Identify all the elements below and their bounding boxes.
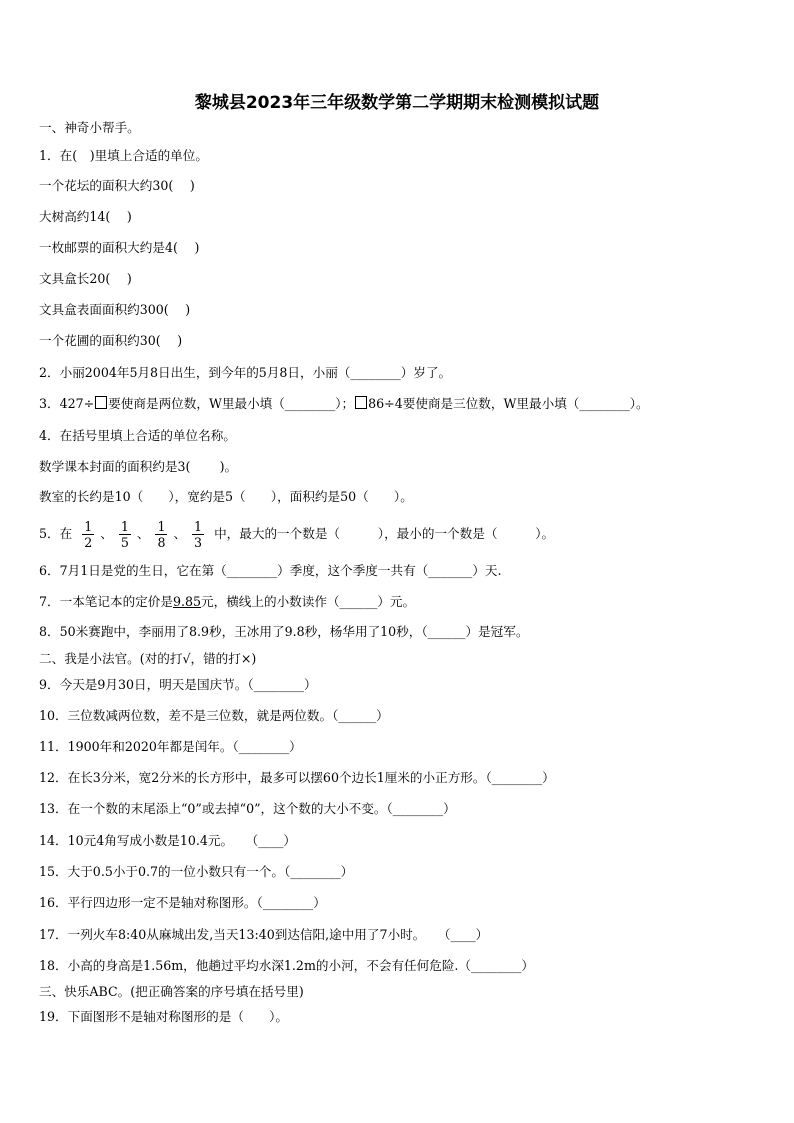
judge-question: 16．平行四边形一定不是轴对称图形。（________）: [39, 895, 326, 910]
judge-question: 18．小高的身高是1.56m，他趟过平均水深1.2m的小河，不会有任何危险.（________）: [39, 958, 534, 973]
question-3-part-c: 86÷4要使商是三位数，W里最小填（________）。: [368, 396, 649, 411]
judge-question: 13．在一个数的末尾添上“0”或去掉“0”，这个数的大小不变。（________）: [39, 801, 456, 816]
judge-question: 14．10元4角写成小数是10.4元。 （____）: [39, 833, 297, 848]
question-7-price: 9.85: [172, 594, 201, 609]
question-1-item: 一个花圃的面积约30( ): [39, 333, 183, 348]
fraction: $\frac{1}{2}$: [84, 519, 93, 550]
question-2: 2．小丽2004年5月8日出生，到今年的5月8日，小丽（________）岁了。: [39, 365, 452, 380]
section-heading-2: 二、我是小法官。(对的打√，错的打×): [39, 651, 257, 666]
question-6: 6．7月1日是党的生日，它在第（________）季度，这个季度一共有（_______）天.: [39, 563, 502, 578]
question-7-pre: 7．一本笔记本的定价是: [39, 594, 173, 609]
question-4-stem: 4．在括号里填上合适的单位名称。: [39, 428, 236, 443]
judge-question: 9．今天是9月30日，明天是国庆节。（________）: [39, 677, 317, 692]
question-7-post: 元，横线上的小数读作（______）元。: [201, 594, 416, 609]
question-1-stem: 1．在( )里填上合适的单位。: [39, 148, 208, 163]
question-1-item: 文具盒表面面积约300( ): [39, 302, 191, 317]
question-1-item: 文具盒长20( ): [39, 271, 132, 286]
page-title: 黎城县2023年三年级数学第二学期期末检测模拟试题: [194, 93, 600, 113]
question-19: 19．下面图形不是轴对称图形的是（ ）。: [39, 1009, 289, 1024]
question-3-part-a: 3．427÷: [39, 396, 95, 411]
separator: 、: [136, 526, 150, 541]
question-1-item: 一枚邮票的面积大约是4( ): [39, 240, 200, 255]
question-5-pre: 5．在: [39, 526, 73, 541]
question-5-post: 中，最大的一个数是（ ），最小的一个数是（ ）。: [214, 526, 555, 541]
judge-question: 17．一列火车8:40从麻城出发,当天13:40到达信阳,途中用了7小时。 （____）: [39, 927, 489, 942]
separator: 、: [173, 526, 187, 541]
question-8: 8．50米赛跑中，李丽用了8.9秒，王冰用了9.8秒，杨华用了10秒，（______）是冠军。: [39, 624, 529, 639]
judge-question: 15．大于0.5小于0.7的一位小数只有一个。（________）: [39, 864, 354, 879]
question-7: [39, 594, 415, 610]
question-5: [39, 515, 554, 553]
question-3-part-b: 要使商是两位数，W里最小填（________）；: [108, 396, 355, 411]
fraction: $\frac{1}{8}$: [157, 519, 166, 550]
fraction: $\frac{1}{3}$: [194, 519, 203, 550]
question-1-item: 一个花坛的面积大约30( ): [39, 178, 195, 193]
fraction: $\frac{1}{5}$: [120, 519, 129, 550]
blank-box-icon: [355, 396, 367, 409]
section-heading-3: 三、快乐ABC。(把正确答案的序号填在括号里): [39, 984, 304, 999]
judge-question: 10．三位数减两位数，差不是三位数，就是两位数。（______）: [39, 708, 389, 723]
question-4-line-1: 数学课本封面的面积约是3( )。: [39, 459, 238, 474]
question-3: [39, 396, 649, 412]
blank-box-icon: [95, 396, 107, 409]
judge-question: 12．在长3分米，宽2分米的长方形中，最多可以摆60个边长1厘米的小正方形。（________）: [39, 770, 555, 785]
question-1-item: 大树高约14( ): [39, 209, 132, 224]
question-4-line-2: 教室的长约是10（ ），宽约是5（ ），面积约是50（ ）。: [39, 489, 413, 504]
separator: 、: [100, 526, 113, 541]
section-heading-1: 一、神奇小帮手。: [39, 120, 140, 135]
judge-question: 11．1900年和2020年都是闰年。（________）: [39, 739, 302, 754]
